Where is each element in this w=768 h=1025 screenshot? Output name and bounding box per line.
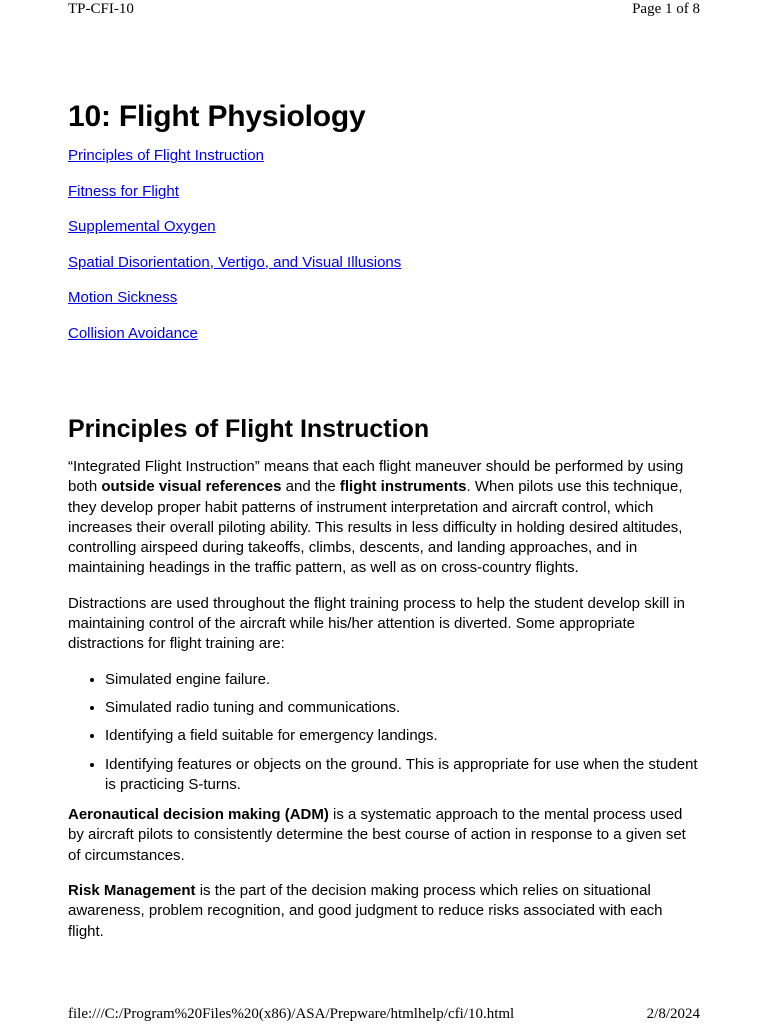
toc-link-motion[interactable]: Motion Sickness [68,289,178,306]
toc-link-oxygen[interactable]: Supplemental Oxygen [68,218,216,235]
paragraph-distractions: Distractions are used throughout the flight training process to help the student develop skill in maintaining control of the aircraft while his/her attention is diverted. Some appropriate distractions for flight training are: [68,594,686,653]
section-heading: Principles of Flight Instruction [68,415,430,443]
list-item: • Simulated engine failure. [105,670,700,690]
list-item: • Identifying a field suitable for emergency landings. [105,726,700,746]
toc-item [68,288,700,324]
bold-term: flight instruments [339,478,467,496]
list-item: • Identifying features or objects on the ground. This is appropriate for use when the student is practicing S-turns. [105,755,700,796]
toc-link-principles[interactable]: Principles of Flight Instruction [68,147,264,164]
toc-item [68,324,700,360]
paragraph-risk-management [68,881,700,942]
file-path: file:///C:/Program%20Files%20(x86)/ASA/Prepware/htmlhelp/cfi/10.html [68,1006,515,1022]
text-run: and the [281,478,340,496]
toc-link-fitness[interactable]: Fitness for Flight [68,182,179,200]
text-run: “Integrated Flight Instruction” means that each flight maneuver should be performed by using both [68,458,684,496]
page-header [68,0,700,20]
distractions-list [68,670,700,795]
text-run: . When pilots use this technique, they develop proper habit patterns of instrument interpretation and aircraft control, which increases their overall piloting ability. This results in less difficulty in holding desired altitudes, controlling airspeed during takeoffs, climbs, descents, and landing approaches, and in maintaining headings in the traffic pattern, as well as on cross-country flights. [68,478,683,577]
page-content [68,98,700,957]
list-item: • Simulated radio tuning and communications. [105,698,700,718]
bold-term: Risk Management [68,882,196,900]
text-run: is a systematic approach to the mental process used by aircraft pilots to consistently determine the best course of action in response to a given set of circumstances. [68,806,686,864]
bold-term: outside visual references [101,478,282,496]
text-run: is the part of the decision making process which relies on situational awareness, problem recognition, and good judgment to reduce risks associated with each flight. [68,882,663,940]
bold-term: Aeronautical decision making (ADM) [68,806,329,824]
page-title: 10: Flight Physiology [68,100,366,133]
toc-item [68,253,700,289]
paragraph-integrated-instruction [68,457,700,579]
toc-item [68,146,700,182]
page-number: Page 1 of 8 [632,1,700,17]
toc-item [68,217,700,253]
print-date: 2/8/2024 [646,1006,700,1022]
table-of-contents [68,146,700,359]
toc-link-collision[interactable]: Collision Avoidance [68,324,198,342]
paragraph-adm [68,805,700,866]
toc-item [68,182,700,218]
toc-link-spatial[interactable]: Spatial Disorientation, Vertigo, and Visual Illusions [68,253,402,271]
document-id: TP-CFI-10 [68,1,134,17]
page-footer [68,1005,700,1025]
